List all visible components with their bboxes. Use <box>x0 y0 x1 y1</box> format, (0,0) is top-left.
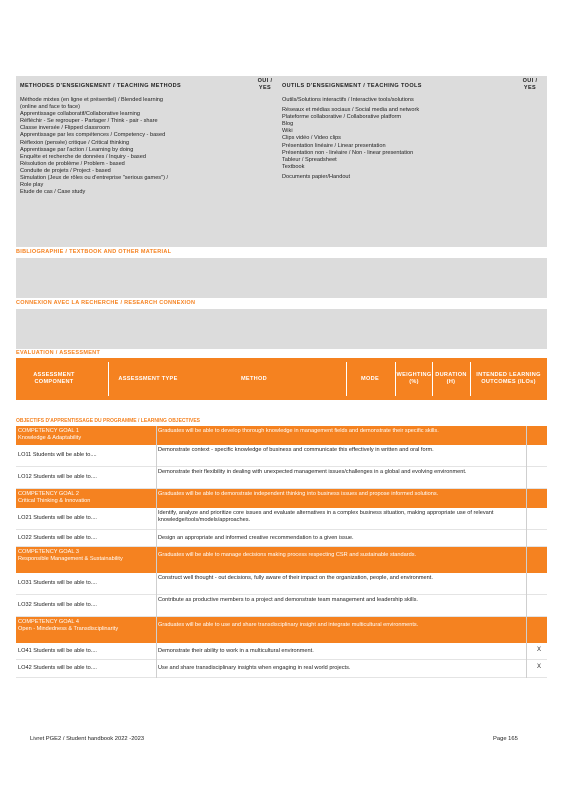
lo-label: LO32 Students will be able to.... <box>18 602 97 608</box>
goal-title <box>18 428 153 442</box>
tool-item: Présentation non - linéaire / Non - linear presentation <box>282 149 414 156</box>
goal-description: Graduates will be able to develop thorough knowledge in management fields and demonstrate their specific skills. <box>158 428 439 434</box>
learning-outcome-row <box>16 643 547 660</box>
method-item: Apprentissage collaboratif/Collaborative learning <box>20 111 141 118</box>
goal-name: Responsible Management & Sustainability <box>18 555 123 562</box>
col-method: METHOD <box>240 375 268 382</box>
learning-objectives-table <box>16 426 547 678</box>
methods-yes-header: OUI / YES <box>257 78 273 91</box>
goal-number: COMPETENCY GOAL 2 <box>18 491 79 497</box>
goal-name: Knowledge & Adaptability <box>18 434 82 441</box>
methods-list <box>20 97 168 196</box>
goal-number: COMPETENCY GOAL 1 <box>18 428 79 434</box>
lo-description: Demonstrate their flexibility in dealing with unexpected management issues/challenges in a global and evolving environment. <box>158 469 467 475</box>
bibliography-label: BIBLIOGRAPHIE / TEXTBOOK AND OTHER MATERIAL <box>16 249 172 255</box>
footer-handbook-title: Livret PGE2 / Student handbook 2022 -2023 <box>30 736 145 742</box>
learning-outcome-row <box>16 573 547 595</box>
method-item: Apprentissage par l'action / Learning by doing <box>20 146 134 153</box>
column-divider <box>526 426 527 678</box>
lo-description: Demonstrate context - specific knowledge of business and communicate this effectively in written and oral form. <box>158 447 434 453</box>
tool-item: Blog <box>282 121 294 128</box>
goal-title <box>18 491 153 505</box>
method-item: (online and face to face) <box>20 104 81 111</box>
objectives-label: OBJECTIFS D'APPRENTISSAGE DU PROGRAMME / LEARNING OBJECTIVES <box>16 418 200 424</box>
lo-description: Identify, analyze and prioritize core issues and evaluate alternatives in a complex business situation, making appropriate use of relevant knowledge/tools/models/approaches. <box>158 510 494 523</box>
goal-title <box>18 619 153 633</box>
research-content <box>16 309 547 349</box>
goal-name: Critical Thinking & Innovation <box>18 497 91 504</box>
lo-description: Design an appropriate and informed creative recommendation to a given issue. <box>158 535 354 541</box>
method-item: Classe inversée / Flipped classroom <box>20 125 110 132</box>
col-ilo: INTENDED LEARNING OUTCOMES (ILOs) <box>476 372 541 385</box>
evaluation-label: EVALUATION / ASSESSMENT <box>16 350 101 356</box>
lo-description: Contribute as productive members to a project and demonstrate team management and leadership skills. <box>158 597 418 603</box>
method-item: Méthode mixtes (en ligne et présentiel) / Blended learning <box>20 97 164 103</box>
learning-outcome-row <box>16 595 547 617</box>
method-item: Simulation (Jeux de rôles ou d'entreprise "serious games") / <box>20 175 169 182</box>
method-item: Role play <box>20 182 44 189</box>
method-item: Conduite de projets / Project - based <box>20 167 111 174</box>
tool-item: Tableur / Spreadsheet <box>282 156 337 163</box>
learning-outcome-row <box>16 445 547 467</box>
tools-list <box>282 97 419 181</box>
method-item: Etude de cas / Case study <box>20 189 86 196</box>
col-assessment-component: ASSESSMENT COMPONENT <box>33 372 75 385</box>
tools-yes-header: OUI / YES <box>522 78 538 91</box>
competency-goal-row <box>16 489 547 508</box>
lo-label: LO11 Students will be able to.... <box>18 452 97 458</box>
learning-outcome-row <box>16 467 547 489</box>
footer-page-number: Page 165 <box>493 736 518 742</box>
goal-number: COMPETENCY GOAL 3 <box>18 549 79 555</box>
methods-header: METHODES D'ENSEIGNEMENT / TEACHING METHODS <box>20 83 182 89</box>
research-label: CONNEXION AVEC LA RECHERCHE / RESEARCH CONNEXION <box>16 300 196 306</box>
lo-label: LO12 Students will be able to.... <box>18 474 97 480</box>
goal-title <box>18 549 153 563</box>
method-item: Enquête et recherche de données / Inquiry - based <box>20 153 146 160</box>
learning-outcome-row <box>16 508 547 530</box>
assessment-header-row <box>16 358 547 400</box>
tool-item: Présentation linéaire / Linear presentation <box>282 142 386 149</box>
goal-description: Graduates will be able to use and share transdisciplinary insight and integrate multicultural environments. <box>158 622 419 628</box>
teaching-methods-table <box>16 76 547 247</box>
goal-description: Graduates will be able to manage decisions making process respecting CSR and sustainable standards. <box>158 552 417 558</box>
goal-description: Graduates will be able to demonstrate independent thinking into business issues and propose informed solutions. <box>158 491 439 497</box>
tool-item: Wiki <box>282 128 293 135</box>
lo-label: LO31 Students will be able to.... <box>18 580 97 586</box>
lo-description: Demonstrate their ability to work in a multicultural environment. <box>158 648 314 654</box>
lo-label: LO42 Students will be able to.... <box>18 665 97 671</box>
col-duration: DURATION (H) <box>435 372 467 385</box>
tools-column <box>282 76 512 247</box>
tool-item: Plateforme collaborative / Collaborative platform <box>282 114 402 121</box>
bibliography-content <box>16 258 547 298</box>
tool-item: Textbook <box>282 163 305 170</box>
col-mode: MODE <box>361 375 379 382</box>
lo-label: LO22 Students will be able to.... <box>18 535 97 541</box>
methods-column <box>20 76 256 247</box>
lo-description: Construct well thought - out decisions, fully aware of their impact on the organization, people, and environment. <box>158 575 433 581</box>
method-item: Résolution de problème / Problem - based <box>20 160 125 167</box>
method-item: Apprentissage par les compétences / Competency - based <box>20 132 166 139</box>
competency-goal-row <box>16 617 547 643</box>
learning-outcome-row <box>16 660 547 678</box>
learning-outcome-row <box>16 530 547 547</box>
ilo-check-mark: X <box>537 647 542 653</box>
tools-header: OUTILS D'ENSEIGNEMENT / TEACHING TOOLS <box>282 83 422 89</box>
tool-item: Réseaux et médias sociaux / Social media and network <box>282 107 420 114</box>
tool-item: Outils/Solutions interactifs / Interactive tools/solutions <box>282 97 414 103</box>
lo-description: Use and share transdisciplinary insights when engaging in real world projects. <box>158 665 351 671</box>
competency-goal-row <box>16 547 547 573</box>
lo-label: LO21 Students will be able to.... <box>18 515 97 521</box>
col-assessment-type: ASSESSMENT TYPE <box>118 375 178 382</box>
lo-label: LO41 Students will be able to.... <box>18 648 97 654</box>
tool-item: Clips vidéo / Video clips <box>282 135 341 142</box>
method-item: Réflexion (pensée) critique / Critical thinking <box>20 139 130 146</box>
goal-number: COMPETENCY GOAL 4 <box>18 619 79 625</box>
ilo-check-mark: X <box>537 664 542 670</box>
tool-item: Documents papier/Handout <box>282 173 351 180</box>
divider <box>108 362 109 396</box>
method-item: Réfléchir - Se regrouper - Partager / Think - pair - share <box>20 118 158 125</box>
competency-goal-row <box>16 426 547 445</box>
goal-name: Open - Mindedness & Transdisciplinarity <box>18 625 119 632</box>
col-weighting: WEIGHTING (%) <box>396 372 432 385</box>
column-divider <box>156 426 157 678</box>
